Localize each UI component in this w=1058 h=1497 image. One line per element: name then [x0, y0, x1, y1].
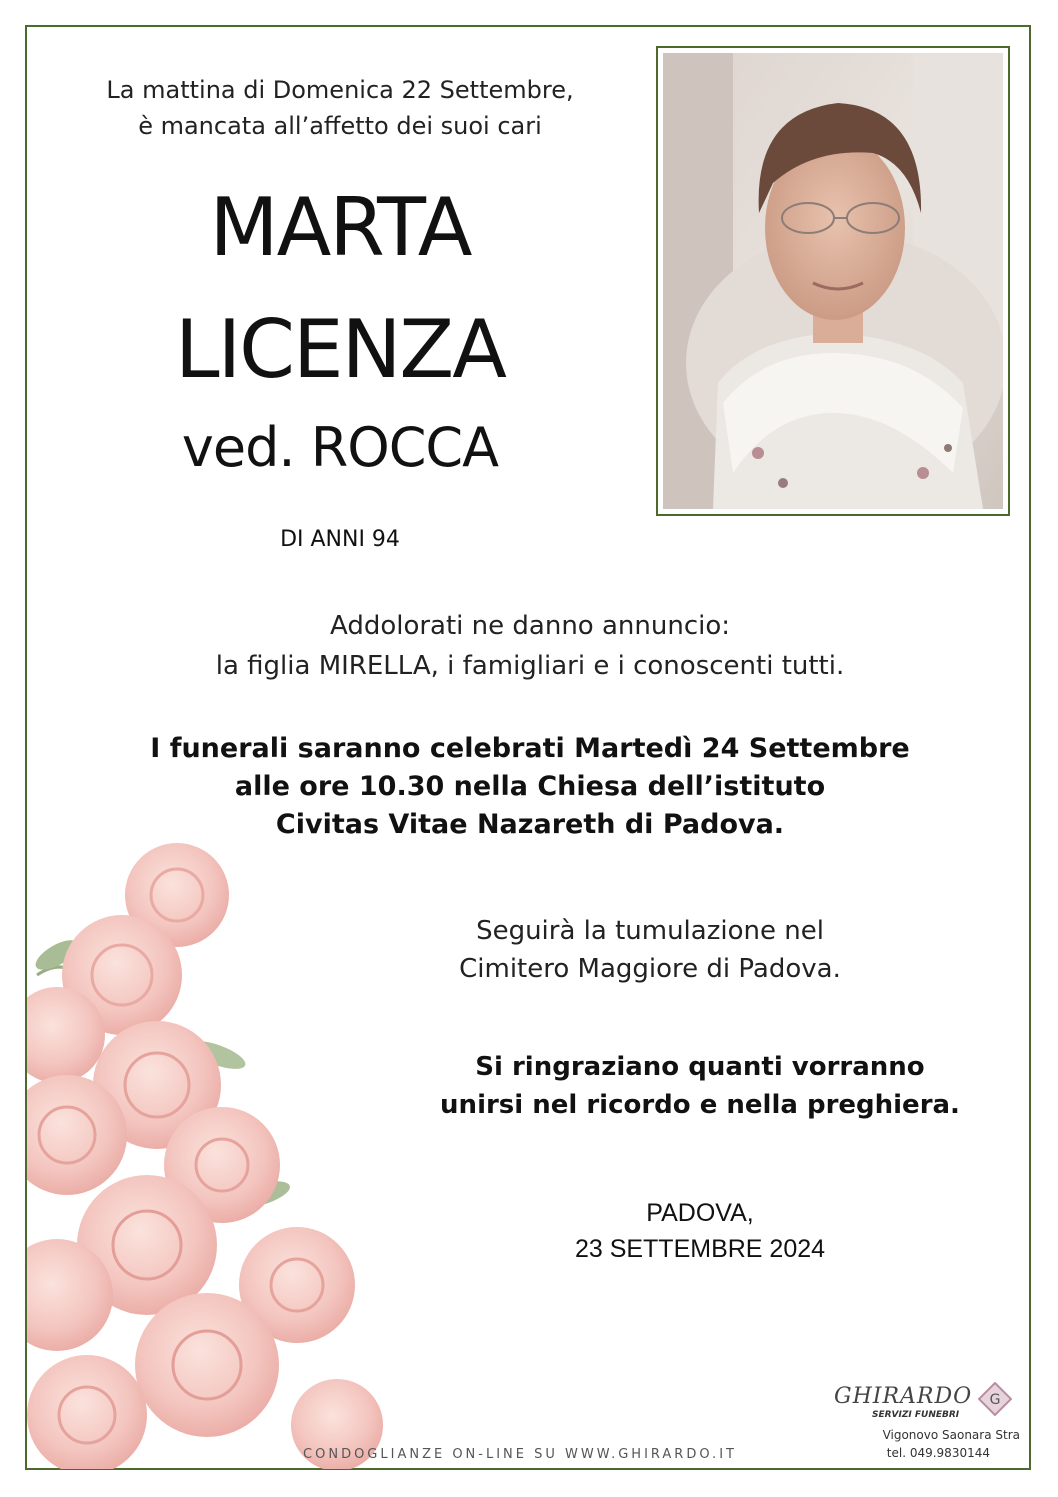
age: DI ANNI 94 [280, 527, 400, 552]
announcement-line-2: la figlia MIRELLA, i famigliari e i conoscenti tutti. [215, 651, 845, 681]
condolences-footer: CONDOGLIANZE ON-LINE SU WWW.GHIRARDO.IT [303, 1447, 737, 1462]
pink-roses-decoration [27, 835, 427, 1469]
roses-illustration [27, 835, 427, 1469]
thanks-line-2: unirsi nel ricordo e nella preghiera. [440, 1090, 960, 1120]
thanks [400, 1048, 1000, 1124]
funeral-info [140, 730, 920, 844]
place: PADOVA, [646, 1199, 754, 1227]
announcement [200, 606, 860, 686]
announcement-line-1: Addolorati ne danno annuncio: [329, 611, 731, 641]
first-name: MARTA [209, 181, 471, 274]
date: 23 SETTEMBRE 2024 [574, 1235, 826, 1263]
burial-line-1: Seguirà la tumulazione nel [476, 916, 824, 946]
funeral-line-2: alle ore 10.30 nella Chiesa dell’istituto [234, 771, 826, 802]
thanks-line-1: Si ringraziano quanti vorranno [475, 1052, 925, 1082]
portrait-frame [656, 46, 1010, 516]
ghirardo-logo [820, 1376, 1030, 1466]
logo-phone: tel. 049.9830144 [886, 1446, 990, 1460]
funeral-line-1: I funerali saranno celebrati Martedì 24 Settembre [150, 733, 910, 764]
intro-line-1: La mattina di Domenica 22 Settembre, [106, 76, 574, 104]
burial-info [380, 912, 920, 988]
portrait-illustration [663, 53, 1003, 509]
logo-diamond-icon [978, 1382, 1012, 1416]
place-date [540, 1195, 860, 1267]
funeral-line-3: Civitas Vitae Nazareth di Padova. [275, 809, 785, 840]
burial-line-2: Cimitero Maggiore di Padova. [459, 954, 841, 984]
widow-of: ved. ROCCA [181, 416, 499, 479]
portrait-photo [663, 53, 1003, 509]
intro-text [60, 72, 620, 144]
logo-name: GHIRARDO [834, 1384, 973, 1409]
logo-towns: Vigonovo Saonara Stra [882, 1428, 1020, 1442]
last-name: LICENZA [175, 303, 505, 396]
logo-letter: G [989, 1392, 1001, 1408]
intro-line-2: è mancata all’affetto dei suoi cari [138, 112, 542, 140]
logo-subtitle: SERVIZI FUNEBRI [872, 1410, 960, 1420]
